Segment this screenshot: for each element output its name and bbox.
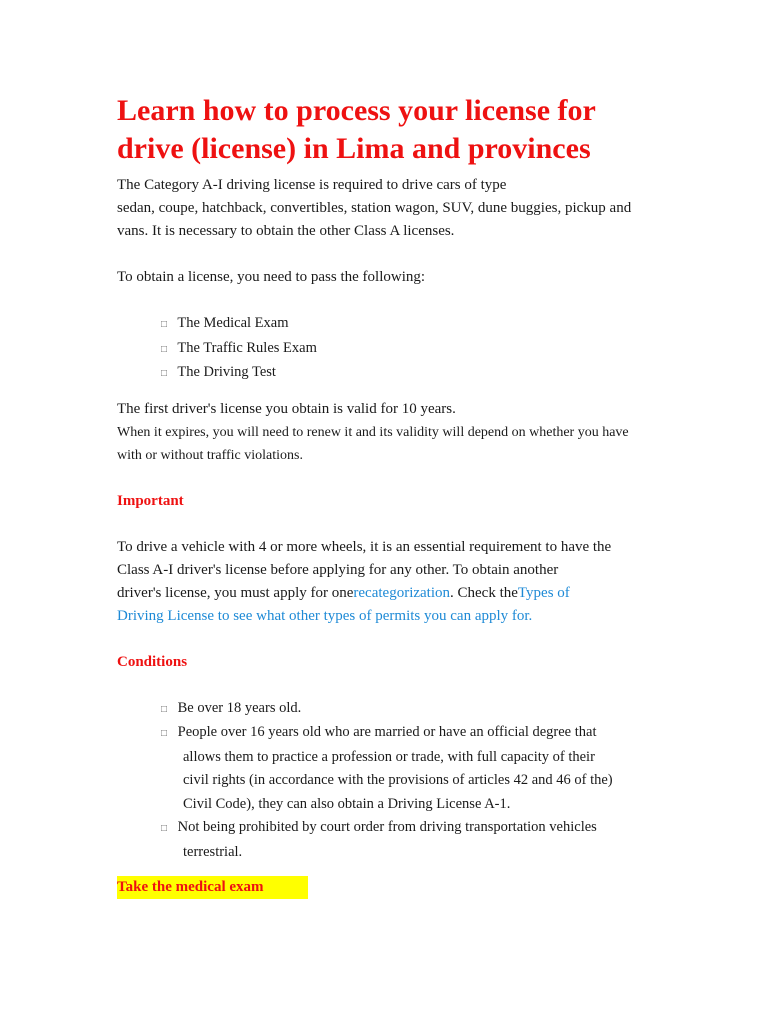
list-item-continuation: Civil Code), they can also obtain a Driving License A-1. [183, 795, 511, 812]
validity-line-3: with or without traffic violations. [117, 447, 303, 463]
checkbox-bullet-icon: □ [161, 728, 168, 739]
list-item-continuation: civil rights (in accordance with the provisions of articles 42 and 46 of the) [183, 772, 613, 788]
list-item [161, 312, 677, 337]
types-of-license-link-part1[interactable]: Types of [517, 584, 570, 601]
validity-line-1: The first driver's license you obtain is valid for 10 years. [117, 400, 456, 417]
important-line-3-middle: . Check the [450, 584, 518, 601]
list-item-text: People over 16 years old who are married or have an official degree that [177, 724, 597, 740]
important-line-1: To drive a vehicle with 4 or more wheels, it is an essential requirement to have the [117, 538, 612, 555]
important-line-2: Class A-I driver's license before applying for any other. To obtain another [117, 561, 559, 578]
list-item [161, 721, 677, 816]
conditions-list [117, 697, 677, 865]
intro-line-3: vans. It is necessary to obtain the other Class A licenses. [117, 223, 455, 239]
checkbox-bullet-icon: □ [161, 823, 168, 834]
recategorization-link[interactable]: recategorization [353, 584, 451, 601]
list-item [161, 816, 677, 864]
spacer [117, 386, 677, 398]
important-line-4 [117, 605, 677, 628]
document-page [117, 92, 677, 899]
page-title: Learn how to process your license for drive (license) in Lima and provinces [117, 94, 596, 165]
spacer [117, 467, 677, 490]
checkbox-bullet-icon: □ [161, 319, 168, 330]
intro-line-1: The Category A-I driving license is required to drive cars of type [117, 177, 507, 193]
intro-line-2: sedan, coupe, hatchback, convertibles, station wagon, SUV, dune buggies, pickup and [117, 200, 632, 216]
list-item [161, 697, 677, 722]
medical-exam-heading [117, 876, 677, 899]
spacer [117, 289, 677, 312]
list-item-continuation: allows them to practice a profession or trade, with full capacity of their [183, 748, 595, 765]
list-item-text: Not being prohibited by court order from driving transportation vehicles [177, 819, 597, 835]
validity-line-2: When it expires, you will need to renew it and its validity will depend on whether you have [117, 424, 629, 440]
list-item-continuation: terrestrial. [183, 843, 243, 860]
spacer [117, 674, 677, 697]
list-item-text: Be over 18 years old. [177, 699, 302, 716]
list-item [161, 337, 677, 362]
spacer [117, 628, 677, 651]
types-of-license-link-part2[interactable]: Driving License to see what other types of permits you can apply for. [117, 607, 533, 624]
spacer [117, 513, 677, 536]
requirements-list [117, 312, 677, 386]
important-heading: Important [117, 492, 184, 509]
spacer [117, 243, 677, 266]
list-item-text: The Medical Exam [177, 315, 289, 331]
list-item [161, 361, 677, 386]
checkbox-bullet-icon: □ [161, 703, 168, 715]
important-line-3-text: driver's license, you must apply for one [117, 584, 354, 601]
checkbox-bullet-icon: □ [161, 343, 168, 355]
spacer [117, 864, 677, 876]
checkbox-bullet-icon: □ [161, 368, 168, 379]
conditions-heading: Conditions [117, 653, 188, 670]
important-line-3 [117, 582, 677, 605]
list-item-text: The Traffic Rules Exam [177, 339, 317, 356]
list-item-text: The Driving Test [177, 364, 276, 380]
requirements-intro: To obtain a license, you need to pass the following: [117, 269, 426, 285]
highlighted-heading-text: Take the medical exam [117, 876, 308, 899]
